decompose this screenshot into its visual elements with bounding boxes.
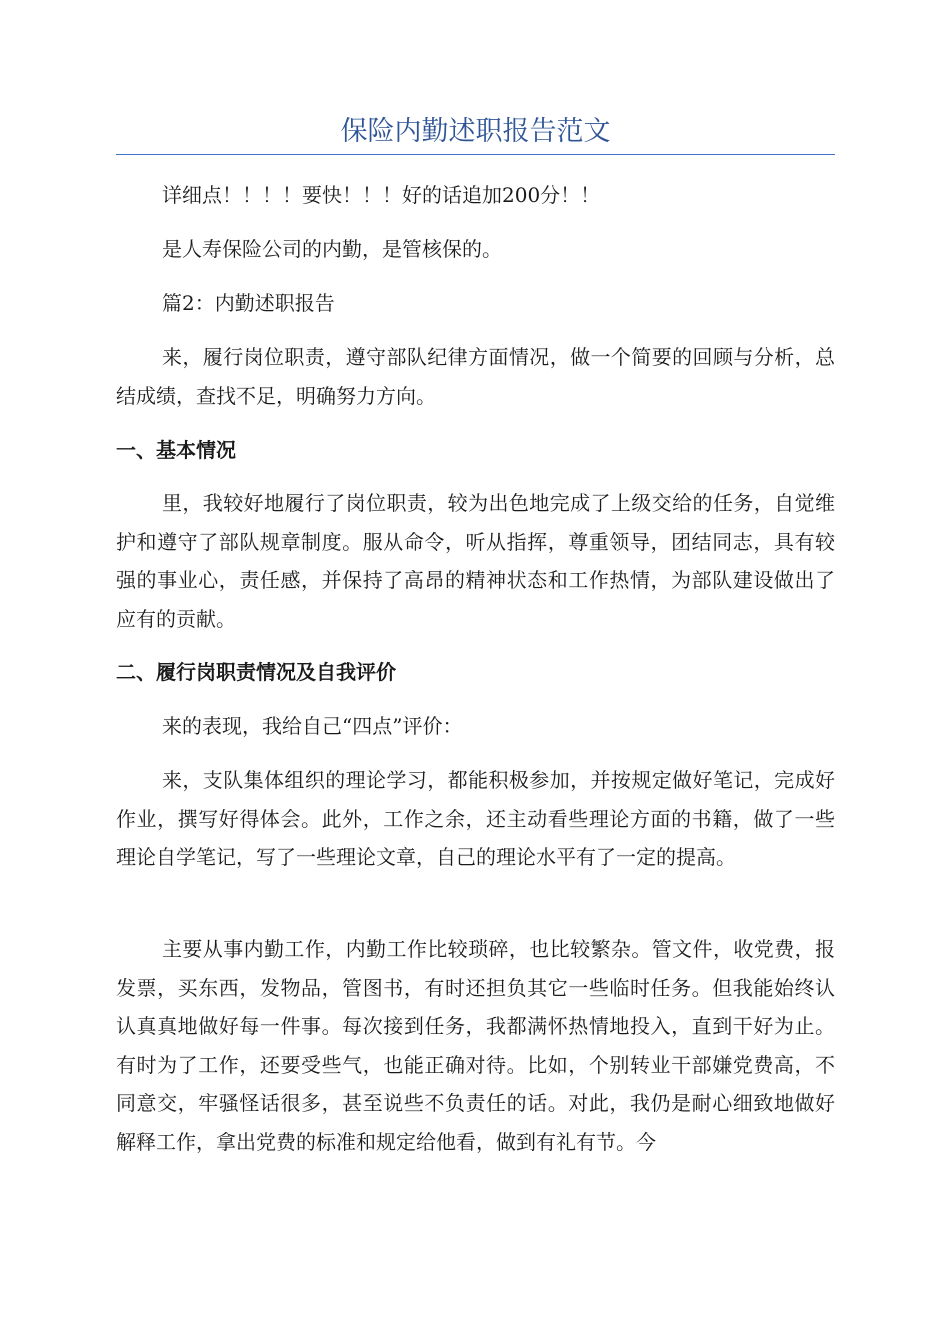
section-heading-duties: 二、履行岗职责情况及自我评价: [116, 660, 396, 684]
section-heading-basic: 一、基本情况: [116, 438, 236, 462]
paragraph-office-work: 主要从事内勤工作，内勤工作比较琐碎，也比较繁杂。管文件，收党费，报发票，买东西，发物品，管图书，有时还担负其它一些临时任务。但我能始终认认真真地做好每一件事。每次接到任务，我都满怀热情地投入，直到干好为止。有时为了工作，还要受些气，也能正确对待。比如，个别转业干部嫌党费高，不同意交，牢骚怪话很多，甚至说些不负责任的话。对此，我仍是耐心细致地做好解释工作，拿出党费的标准和规定给他看，做到有礼有节。今: [116, 937, 835, 1154]
paragraph-four-points: 来的表现，我给自己“四点”评价：: [162, 714, 463, 738]
paragraph-intro: 来，履行岗位职责，遵守部队纪律方面情况，做一个简要的回顾与分析，总结成绩，查找不足，明确努力方向。: [116, 345, 835, 408]
paragraph-basic-situation: 里，我较好地履行了岗位职责，较为出色地完成了上级交给的任务，自觉维护和遵守了部队规章制度。服从命令，听从指挥，尊重领导，团结同志，具有较强的事业心，责任感，并保持了高昂的精神状态和工作热情，为部队建设做出了应有的贡献。: [116, 491, 835, 631]
title-underline: [116, 154, 835, 155]
paragraph-request: 详细点！！！！要快！！！好的话追加200分！！: [162, 183, 601, 207]
document-title: 保险内勤述职报告范文: [340, 116, 611, 147]
paragraph-role: 是人寿保险公司的内勤，是管核保的。: [162, 237, 502, 261]
paragraph-chapter-label: 篇2：内勤述职报告: [162, 291, 335, 315]
paragraph-theory-study: 来，支队集体组织的理论学习，都能积极参加，并按规定做好笔记，完成好作业，撰写好得体会。此外，工作之余，还主动看些理论方面的书籍，做了一些理论自学笔记，写了一些理论文章，自己的理论水平有了一定的提高。: [116, 768, 835, 869]
